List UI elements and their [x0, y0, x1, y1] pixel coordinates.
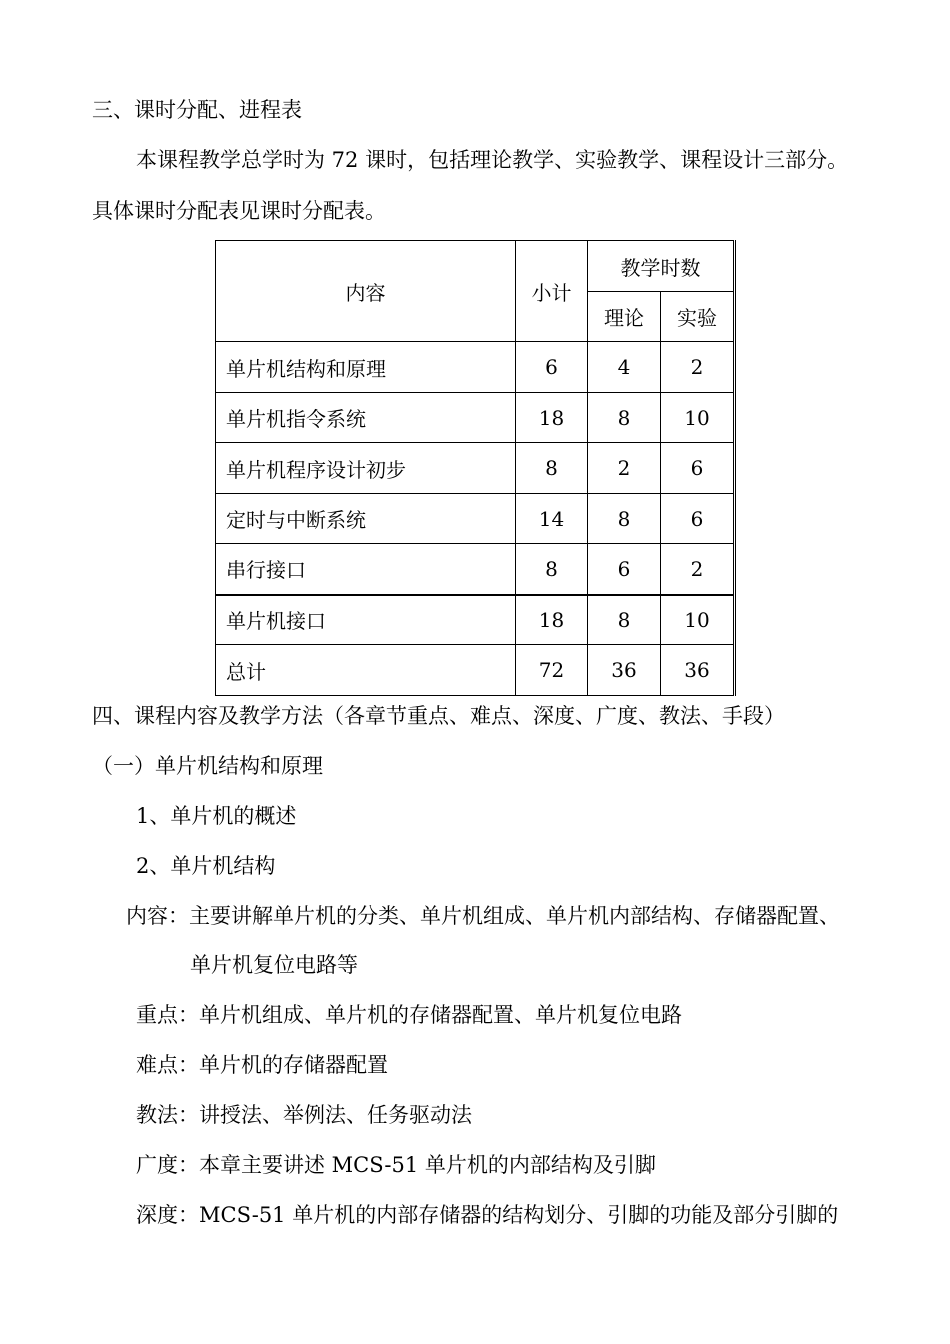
- table-row: [216, 393, 735, 443]
- chapter-title: （一）单片机结构和原理: [92, 754, 323, 778]
- section-title: 三、课时分配、进程表: [92, 98, 302, 122]
- row-theory: 8: [588, 494, 661, 544]
- table-row: [216, 595, 735, 645]
- row-content: 串行接口: [216, 544, 516, 595]
- row-lab: 2: [661, 342, 735, 393]
- header-subtotal: 小计: [516, 241, 588, 342]
- table-row: [216, 342, 735, 393]
- depth: 深度：MCS-51 单片机的内部存储器的结构划分、引脚的功能及部分引脚的: [136, 1203, 839, 1227]
- row-subtotal: 14: [516, 494, 588, 544]
- row-theory: 8: [588, 393, 661, 443]
- table-row-total: [216, 645, 735, 696]
- row-theory: 36: [588, 645, 661, 696]
- breadth: 广度：本章主要讲述 MCS-51 单片机的内部结构及引脚: [136, 1153, 656, 1177]
- row-subtotal: 6: [516, 342, 588, 393]
- row-content: 单片机结构和原理: [216, 342, 516, 393]
- row-theory: 6: [588, 544, 661, 595]
- intro-paragraph-line: 具体课时分配表见课时分配表。: [92, 199, 386, 223]
- row-lab: 36: [661, 645, 735, 696]
- header-lab: 实验: [661, 292, 735, 342]
- content-description-continued: 单片机复位电路等: [190, 953, 358, 977]
- row-theory: 2: [588, 443, 661, 494]
- difficult-points: 难点：单片机的存储器配置: [136, 1053, 388, 1077]
- row-lab: 10: [661, 393, 735, 443]
- teaching-method: 教法：讲授法、举例法、任务驱动法: [136, 1103, 472, 1127]
- section-title: 四、课程内容及教学方法（各章节重点、难点、深度、广度、教法、手段）: [92, 704, 785, 728]
- intro-paragraph-line: 本课程教学总学时为 72 课时，包括理论教学、实验教学、课程设计三部分。: [136, 148, 849, 172]
- header-content: 内容: [216, 241, 516, 342]
- header-theory: 理论: [588, 292, 661, 342]
- row-subtotal: 8: [516, 544, 588, 595]
- list-item: 2、单片机结构: [136, 854, 276, 878]
- row-subtotal: 72: [516, 645, 588, 696]
- row-content: 单片机接口: [216, 595, 516, 645]
- row-content: 单片机指令系统: [216, 393, 516, 443]
- row-content: 单片机程序设计初步: [216, 443, 516, 494]
- hours-allocation-table: [215, 240, 736, 696]
- row-subtotal: 8: [516, 443, 588, 494]
- row-lab: 10: [661, 595, 735, 645]
- header-teaching-hours: 教学时数: [588, 241, 735, 292]
- row-lab: 2: [661, 544, 735, 595]
- row-subtotal: 18: [516, 595, 588, 645]
- content-description: 内容：主要讲解单片机的分类、单片机组成、单片机内部结构、存储器配置、: [126, 904, 840, 928]
- row-content: 定时与中断系统: [216, 494, 516, 544]
- row-lab: 6: [661, 443, 735, 494]
- row-theory: 4: [588, 342, 661, 393]
- row-theory: 8: [588, 595, 661, 645]
- row-lab: 6: [661, 494, 735, 544]
- row-content: 总计: [216, 645, 516, 696]
- key-points: 重点：单片机组成、单片机的存储器配置、单片机复位电路: [136, 1003, 682, 1027]
- table-row: [216, 494, 735, 544]
- list-item: 1、单片机的概述: [136, 804, 297, 828]
- row-subtotal: 18: [516, 393, 588, 443]
- table-row: [216, 544, 735, 595]
- table-row: [216, 443, 735, 494]
